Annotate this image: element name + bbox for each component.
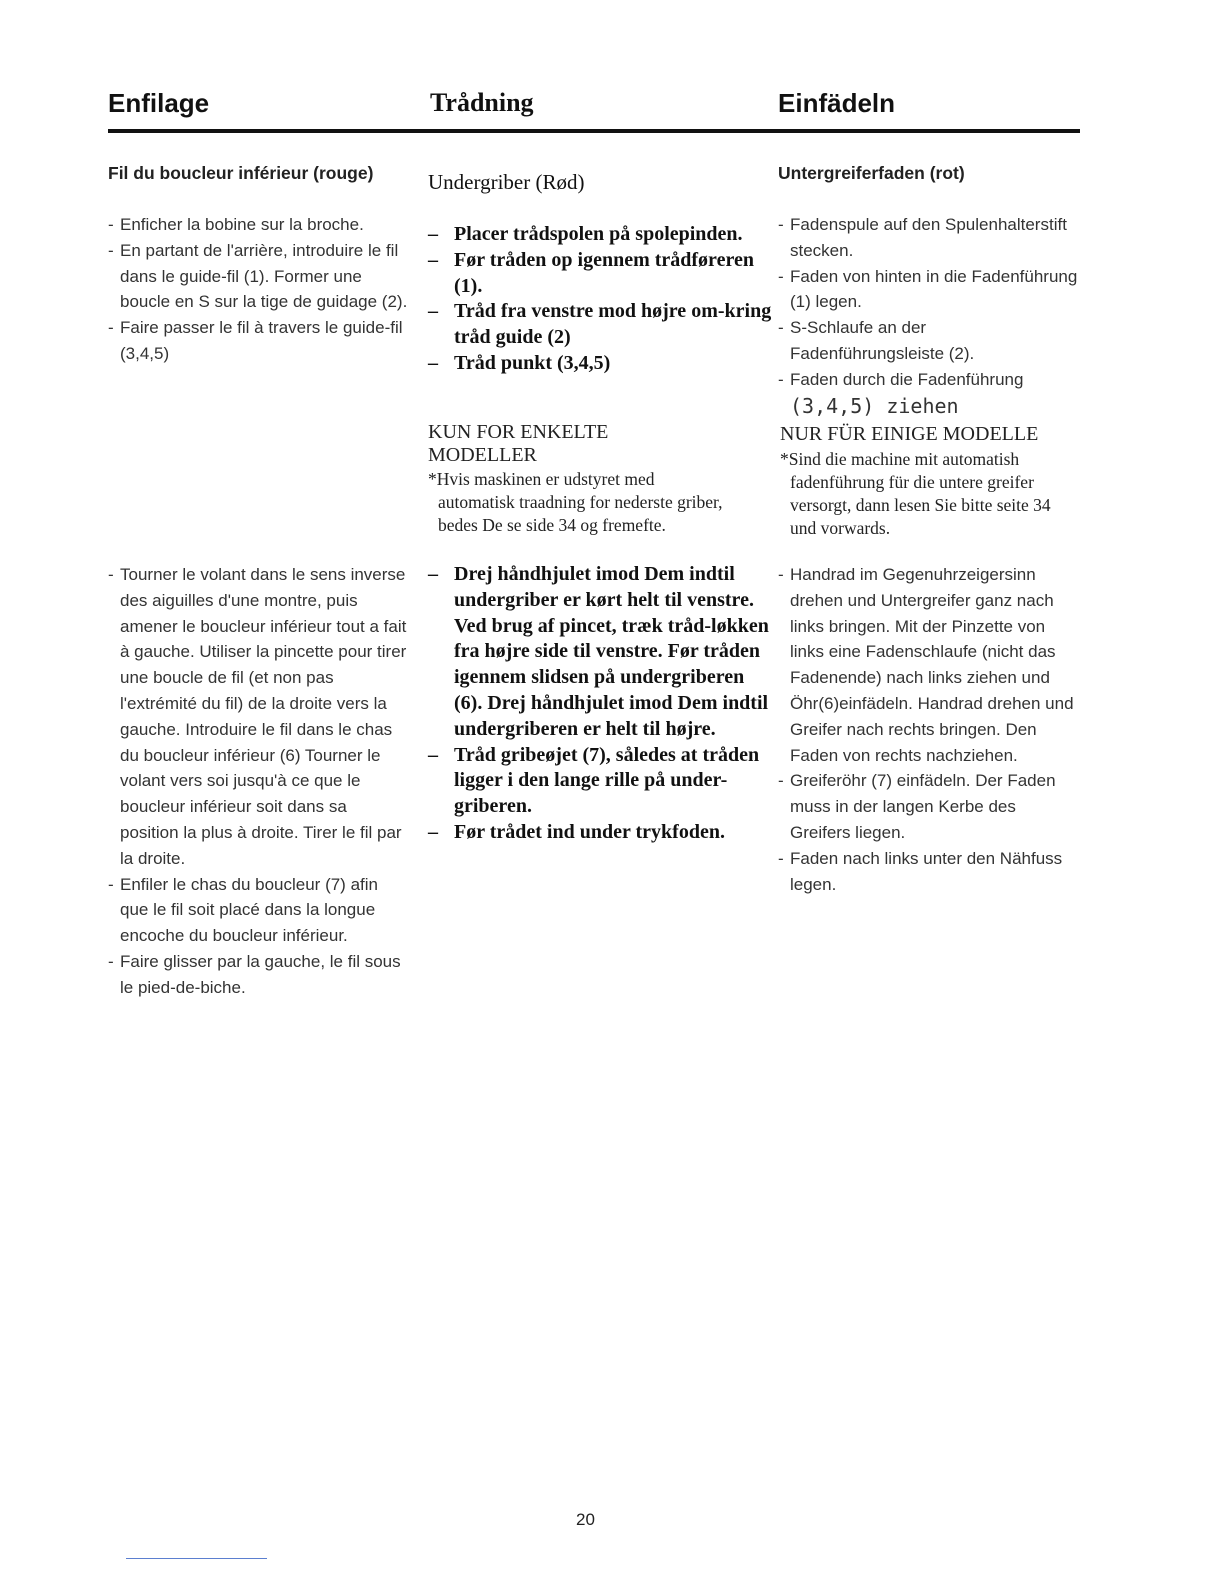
list-item: – Før tråden op igennem trådføreren (1). [428,248,774,300]
german-note-text: *Sind die machine mit automatish fadenführung für die untere greifer versorgt, dann lesen Sie bitte seite 34 und vorwards. [780,449,1051,538]
list-item: - S-Schlaufe an der Fadenführungsleiste (2). [778,315,1080,367]
danish-steps-1 [428,222,774,377]
list-item: - Faden von hinten in die Fadenführung (1) legen. [778,264,1080,316]
list-item: – Tråd punkt (3,4,5) [428,351,774,377]
french-steps-1 [108,212,408,367]
list-item: - Faire passer le fil à travers le guide-fil (3,4,5) [108,315,408,367]
footer-rule [126,1558,267,1559]
list-item: - Greiferöhr (7) einfädeln. Der Faden muss in der langen Kerbe des Greifers liegen. [778,768,1080,845]
list-item: – Tråd fra venstre mod højre om-kring tråd guide (2) [428,299,774,351]
list-item: – Placer trådspolen på spolepinden. [428,222,774,248]
header-danish: Trådning [430,88,534,117]
list-item: – Drej håndhjulet imod Dem indtil undergriber er kørt helt til venstre. Ved brug af pincet, træk tråd-løkken fra højre side til venstre. Før tråden igennem slidsen på undergriberen (6). Drej håndhjulet imod Dem indtil undergriberen er helt til højre. [428,562,774,743]
list-item: – Tråd gribeøjet (7), således at tråden ligger i den lange rille på under-griberen. [428,743,774,820]
danish-subtitle: Undergriber (Rød) [428,170,585,194]
danish-note-title: KUN FOR ENKELTE MODELLER [428,421,609,466]
list-item: - Tourner le volant dans le sens inverse des aiguilles d'une montre, puis amener le boucleur inférieur tout a fait à gauche. Utiliser la pincette pour tirer une boucle de fil (et non pas l'extrémité du fil) de la droite vers la gauche. Introduire le fil dans le chas du boucleur inférieur (6) Tourner le volant vers soi jusqu'à ce que le boucleur inférieur soit dans sa position la plus à droite. Tirer le fil par la droite. [108,562,408,872]
list-item: - Enficher la bobine sur la broche. [108,212,408,238]
header-french: Enfilage [108,88,210,118]
german-steps-2 [778,562,1080,897]
list-item: – Før trådet ind under trykfoden. [428,820,774,846]
header-rule [108,129,1080,133]
list-item: - Handrad im Gegenuhrzeigersinn drehen und Untergreifer ganz nach links bringen. Mit der Pinzette von links eine Fadenschlaufe (nicht das Fadenende) nach links ziehen und Öhr(6)einfädeln. Handrad drehen und Greifer nach rechts bringen. Den Faden von rechts nachziehen. [778,562,1080,768]
list-item: - Faden nach links unter den Nähfuss legen. [778,846,1080,898]
list-item: - Enfiler le chas du boucleur (7) afin que le fil soit placé dans la longue encoche du boucleur inférieur. [108,872,408,949]
french-steps-2 [108,562,408,1001]
list-item: - Faden durch die Fadenführung [778,367,1080,393]
list-item: - Faire glisser par la gauche, le fil sous le pied-de-biche. [108,949,408,1001]
german-steps-1 [778,212,1080,393]
german-subtitle: Untergreiferfaden (rot) [778,163,965,183]
german-steps-1-tail: (3,4,5) ziehen [790,394,959,418]
list-item: - En partant de l'arrière, introduire le fil dans le guide-fil (1). Former une boucle en S sur la tige de guidage (2). [108,238,408,315]
list-item: - Fadenspule auf den Spulenhalterstift stecken. [778,212,1080,264]
danish-steps-2 [428,562,774,846]
page-number: 20 [576,1510,595,1529]
german-note-title: NUR FÜR EINIGE MODELLE [780,423,1039,445]
french-subtitle: Fil du boucleur inférieur (rouge) [108,163,374,183]
danish-note-text: *Hvis maskinen er udstyret med automatisk traadning for nederste griber, bedes De se side 34 og fremefte. [428,469,723,535]
header-german: Einfädeln [778,88,896,118]
